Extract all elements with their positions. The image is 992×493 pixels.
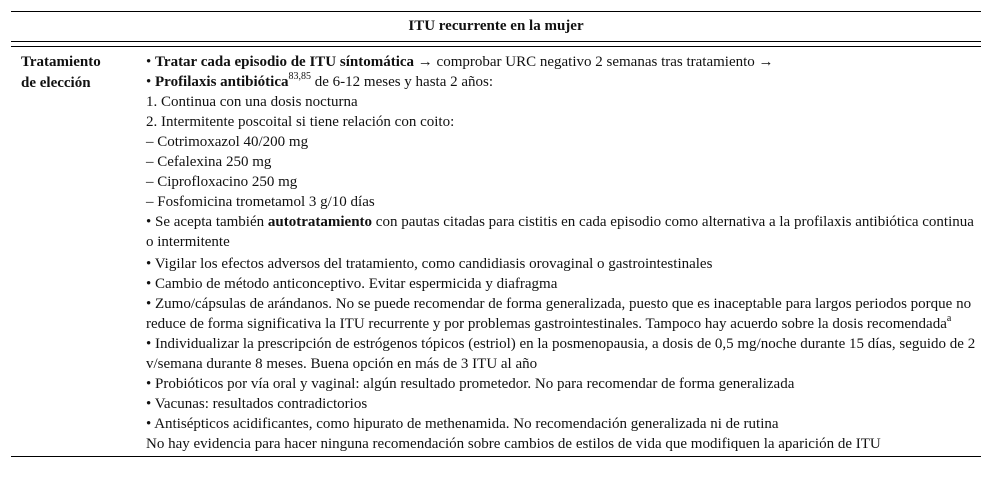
content-line-3: 1. Continua con una dosis nocturna [146,94,358,110]
content-line-9: • Se acepta también autotratamiento con pautas citadas para cistitis en cada episodio como alternativa a la profilaxis antibiótica continua o intermitente [146,214,974,250]
text-vigilar: Vigilar los efectos adversos del tratamiento, como candidiasis orovaginal o gastrointestinales [154,256,713,272]
citation-superscript: 83,85 [288,71,311,82]
content-line-1: • Tratar cada episodio de ITU síntomática → comprobar URC negativo 2 semanas tras tratamiento → [146,54,774,70]
content-line-15: • Vacunas: resultados contradictorios [146,396,368,412]
text-antisepticos: Antisépticos acidificantes, como hipurato de methenamida. No recomendación generalizada ni de rutina [154,416,779,432]
footnote-superscript: a [946,313,952,324]
content-line-12: • Zumo/cápsulas de arándanos. No se puede recomendar de forma generalizada, puesto que es inaceptable para largos periodos porque no reduce de forma significativa la ITU recurrente y por problemas gastrointestinales. Tampoco hay acuerdo sobre la dosis recomendada$^a$ [146,296,972,332]
content-line-14: • Probióticos por vía oral y vaginal: algún resultado prometedor. No para recomendar de forma generalizada [146,376,795,392]
text-cambio: Cambio de método anticonceptivo. Evitar espermicida y diafragma [155,276,558,292]
content-line-5: – Cotrimoxazol 40/200 mg [146,134,309,150]
table-title: ITU recurrente en la mujer [11,12,981,42]
content-line-4: 2. Intermitente poscoital si tiene relación con coito: [146,114,455,130]
content-line-6: – Cefalexina 250 mg [146,154,272,170]
row-label-line-2: de elección [21,75,91,91]
content-line-10: • Vigilar los efectos adversos del tratamiento, como candidiasis orovaginal o gastrointestinales [146,256,713,272]
row-content [135,52,981,454]
text-estrogenos: Individualizar la prescripción de estrógenos tópicos (estriol) en la posmenopausia, a dosis de 0,5 mg/noche durante 15 días, seguido de 2 v/semana durante 8 meses. Buena opción en más de 3 ITU al año [146,336,976,372]
text-probioticos: Probióticos por vía oral y vaginal: algún resultado prometedor. No para recomendar de forma generalizada [155,376,795,392]
text-comprobar: → comprobar URC negativo 2 semanas tras tratamiento → [414,54,774,70]
content-line-8: – Fosfomicina trometamol 3 g/10 días [146,194,375,210]
text-arandanos: Zumo/cápsulas de arándanos. No se puede recomendar de forma generalizada, puesto que es inaceptable para largos periodos porque no reduce de forma significativa la ITU recurrente y por problemas gastrointestinales. Tampoco hay acuerdo sobre la dosis recomendada [146,296,972,332]
text-se-acepta: Se acepta también [155,214,268,230]
content-line-2: • Profilaxis antibiótica$^{83,85}$ de 6-12 meses y hasta 2 años: [146,71,494,90]
content-line-13: • Individualizar la prescripción de estrógenos tópicos (estriol) en la posmenopausia, a dosis de 0,5 mg/noche durante 15 días, seguido de 2 v/semana durante 8 meses. Buena opción en más de 3 ITU al año [146,336,976,372]
bold-text-profilaxis: Profilaxis antibiótica [155,74,289,90]
content-line-11: • Cambio de método anticonceptivo. Evitar espermicida y diafragma [146,276,558,292]
content-line-16: • Antisépticos acidificantes, como hipurato de methenamida. No recomendación generalizada ni de rutina [146,416,779,432]
bold-text-autotratamiento: autotratamiento [267,214,373,230]
table-row [11,47,981,456]
row-label-line-1: Tratamiento [21,54,101,70]
content-line-7: – Ciprofloxacino 250 mg [146,174,298,190]
itu-table [11,11,981,457]
content-line-17: No hay evidencia para hacer ninguna recomendación sobre cambios de estilos de vida que modifiquen la aparición de ITU [146,436,881,452]
bold-text-tratar: Tratar cada episodio de ITU síntomática [155,54,415,70]
text-vacunas: Vacunas: resultados contradictorios [154,396,368,412]
text-duracion: de 6-12 meses y hasta 2 años: [311,74,494,90]
text-pautas: con pautas citadas para cistitis en cada episodio como alternativa a la profilaxis antibiótica continua o intermitente [146,214,974,250]
row-label [11,52,135,454]
